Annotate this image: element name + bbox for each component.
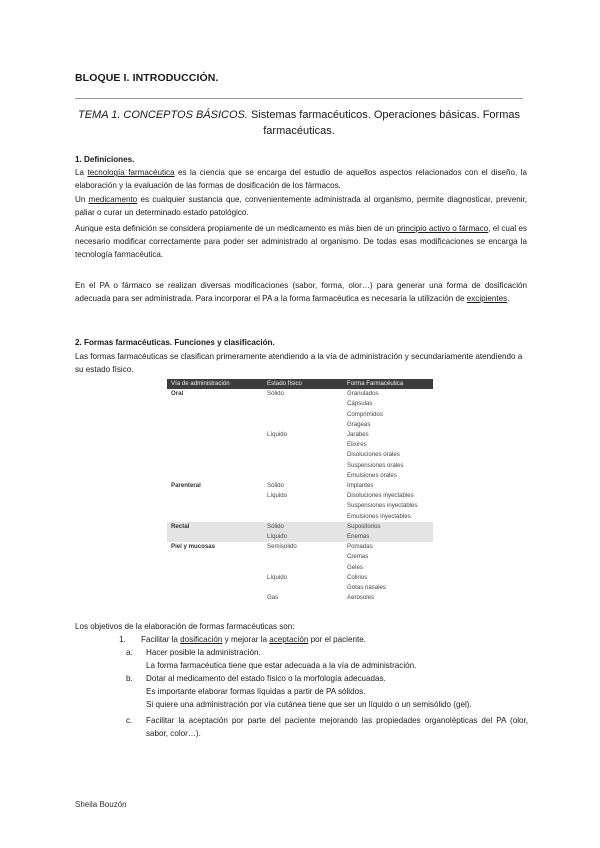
cell-estado: [263, 471, 343, 481]
footer-author: Sheila Bouzón: [75, 800, 127, 809]
section1-heading: 1. Definiciones.: [75, 155, 135, 164]
table-header: Forma Farmacéutica: [343, 379, 433, 389]
text: por el paciente.: [308, 635, 366, 644]
cell-via: [167, 399, 263, 409]
cell-via: [167, 593, 263, 603]
cell-forma: Pomadas: [347, 543, 373, 551]
cell-forma: Cremas: [347, 553, 369, 561]
cell-estado: [263, 420, 343, 430]
cell-via: [167, 410, 263, 420]
cell-via: [167, 563, 263, 573]
objective-a-text: La forma farmacéutica tiene que estar adecuada a la vía de administración.: [146, 661, 417, 670]
cell-estado: [263, 501, 343, 511]
cell-forma: Grageas: [347, 420, 371, 428]
text: Facilitar la: [141, 635, 181, 644]
cell-estado: Líquido: [267, 492, 287, 500]
table-row: [167, 481, 433, 491]
cell-via: [167, 461, 263, 471]
cell-via: [167, 573, 263, 583]
term-medicamento: medicamento: [88, 195, 138, 204]
cell-via: [167, 471, 263, 481]
cell-forma: Disoluciones orales: [347, 451, 400, 459]
text: En el PA o fármaco se realizan diversas modificaciones (sabor, forma, olor…) para generar una forma de dosificación adecuada para ser administrada. Para incorporar el PA a la forma farmacéutica es necesaria la utilización de: [75, 281, 527, 303]
cell-forma: Comprimidos: [347, 410, 383, 418]
cell-forma: Granulados: [347, 390, 379, 398]
table-row: [167, 501, 433, 511]
divider: [75, 98, 523, 99]
term-principio-activo: principio activo o fármaco: [396, 224, 489, 233]
table-row: [167, 552, 433, 562]
table-row: [167, 420, 433, 430]
term-aceptacion: aceptación: [269, 635, 309, 644]
table-header: Vía de administración: [167, 379, 263, 389]
table-row: [167, 573, 433, 583]
cell-estado: [263, 461, 343, 471]
cell-forma: Supositorios: [343, 522, 433, 532]
cell-via: Oral: [171, 390, 184, 398]
cell-estado: [263, 450, 343, 460]
paragraph-excipientes: [75, 279, 527, 305]
table-row: [167, 461, 433, 471]
block-title: BLOQUE I. INTRODUCCIÓN.: [75, 72, 219, 84]
definition-medicamento: [75, 193, 527, 219]
formas-farmaceuticas-table: [167, 379, 433, 603]
cell-via: [167, 552, 263, 562]
table-row: [167, 410, 433, 420]
cell-via: Piel y mucosas: [171, 543, 216, 551]
cell-estado: [263, 563, 343, 573]
objective-b-text2: Si quiere una administración por vía cutánea tiene que ser un líquido o un semisólido (gel).: [146, 700, 472, 709]
table-row: [167, 491, 433, 501]
tema-title-rest: Sistemas farmacéuticos. Operaciones básicas. Formas: [247, 109, 520, 121]
cell-forma: Emulsiones inyectables: [347, 512, 411, 520]
tema-title-line2: farmacéuticas.: [263, 125, 335, 137]
text: es la ciencia que se encarga del estudio de aquellos aspectos relacionados con el diseño, la elaboración y la evaluación de las formas de dosificación de los fármacos.: [75, 168, 527, 190]
list-letter: b.: [126, 674, 133, 683]
cell-estado: Líquido: [267, 431, 287, 439]
table-row: [167, 583, 433, 593]
cell-estado: [263, 399, 343, 409]
cell-estado: Gas: [267, 594, 279, 602]
table-row: [167, 450, 433, 460]
table-row: [167, 399, 433, 409]
cell-forma: Disoluciones inyectables: [347, 492, 414, 500]
cell-estado: [263, 583, 343, 593]
table-row: [167, 430, 433, 440]
section2-intro: Las formas farmacéuticas se clasifican primeramente atendiendo a la vía de administración y secundariamente atendiendo a su estado físico.: [75, 352, 523, 374]
cell-via: [167, 512, 263, 522]
table-row: [167, 440, 433, 450]
cell-estado: [263, 410, 343, 420]
cell-forma: Colirios: [347, 573, 368, 581]
table-row: [167, 563, 433, 573]
cell-forma: Aerosoles: [347, 594, 375, 602]
objective-b-title: Dotar al medicamento del estado físico o la morfología adecuadas.: [146, 674, 386, 683]
cell-via: [167, 583, 263, 593]
list-letter: c.: [126, 716, 133, 725]
cell-estado: Líquido: [263, 532, 343, 542]
text: Un: [75, 195, 89, 204]
cell-forma: Jarabes: [347, 431, 369, 439]
list-number: 1.: [119, 635, 126, 644]
cell-forma: Emulsiones orales: [347, 471, 397, 479]
cell-via: [167, 440, 263, 450]
term-excipientes: excipientes: [466, 294, 508, 303]
objective-b-text1: Es importante elaborar formas líquidas a partir de PA sólidos.: [146, 687, 366, 696]
table-row: [167, 389, 433, 399]
cell-estado: Sólido: [263, 522, 343, 532]
cell-via: [167, 450, 263, 460]
cell-via: [167, 491, 263, 501]
text: es cualquier sustancia que, convenientemente administrada al organismo, permite diagnosticar, prevenir, paliar o curar un determinado estado patológico.: [75, 195, 527, 217]
table-row: [167, 512, 433, 522]
cell-forma: Cápsulas: [347, 400, 373, 408]
definition-principio-activo: [75, 222, 527, 261]
tema-title: [75, 107, 523, 139]
cell-via: Rectal: [167, 522, 263, 532]
cell-forma: Implantes: [347, 482, 374, 490]
table-row: [167, 471, 433, 481]
text: Aunque esta definición se considera propiamente de un medicamento es más bien de un: [75, 224, 397, 233]
list-letter: a.: [126, 648, 133, 657]
cell-via: Parenteral: [171, 482, 201, 490]
term-dosificacion: dosificación: [180, 635, 223, 644]
cell-estado: [263, 552, 343, 562]
cell-estado: Líquido: [267, 573, 287, 581]
objective-a-title: Hacer posible la administración.: [146, 648, 261, 657]
objectives-intro: Los objetivos de la elaboración de formas farmacéuticas son:: [75, 622, 295, 631]
table-header-row: [167, 379, 433, 389]
tema-title-italic: TEMA 1. CONCEPTOS BÁSICOS.: [78, 109, 248, 121]
table-header: Estado físico: [263, 379, 343, 389]
objective-text: [141, 633, 366, 646]
cell-forma: Elixires: [347, 441, 367, 449]
cell-estado: Semisólido: [267, 543, 297, 551]
text: y mejorar la: [222, 635, 270, 644]
cell-forma: Geles: [347, 563, 363, 571]
cell-estado: [263, 512, 343, 522]
cell-forma: Gotas nasales: [347, 584, 386, 592]
cell-via: [167, 532, 263, 542]
section2-heading: 2. Formas farmacéuticas. Funciones y clasificación.: [75, 338, 275, 347]
table-row: [167, 593, 433, 603]
objective-c-text: Facilitar la aceptación por parte del paciente mejorando las propiedades organolépticas del PA (olor, sabor, color…).: [146, 716, 528, 738]
cell-estado: [263, 440, 343, 450]
cell-forma: Enemas: [343, 532, 433, 542]
term-tecnologia-farmaceutica: tecnología farmacéutica: [87, 168, 175, 177]
text: .: [507, 294, 510, 303]
table-row: [167, 532, 433, 542]
cell-estado: Sólido: [267, 482, 284, 490]
table-row: [167, 542, 433, 552]
cell-via: [167, 430, 263, 440]
table-row: [167, 522, 433, 532]
cell-forma: Suspensiones orales: [347, 461, 404, 469]
cell-via: [167, 420, 263, 430]
cell-via: [167, 501, 263, 511]
cell-estado: Sólido: [267, 390, 284, 398]
definition-tecnologia: [75, 166, 527, 192]
text: , el cual es necesario modificar correctamente para poder ser administrado al organismo. De todas esas modificaciones se encarga la tecnología farmacéutica.: [75, 224, 527, 259]
cell-forma: Suspensiones inyectables: [347, 502, 418, 510]
text: La: [75, 168, 88, 177]
